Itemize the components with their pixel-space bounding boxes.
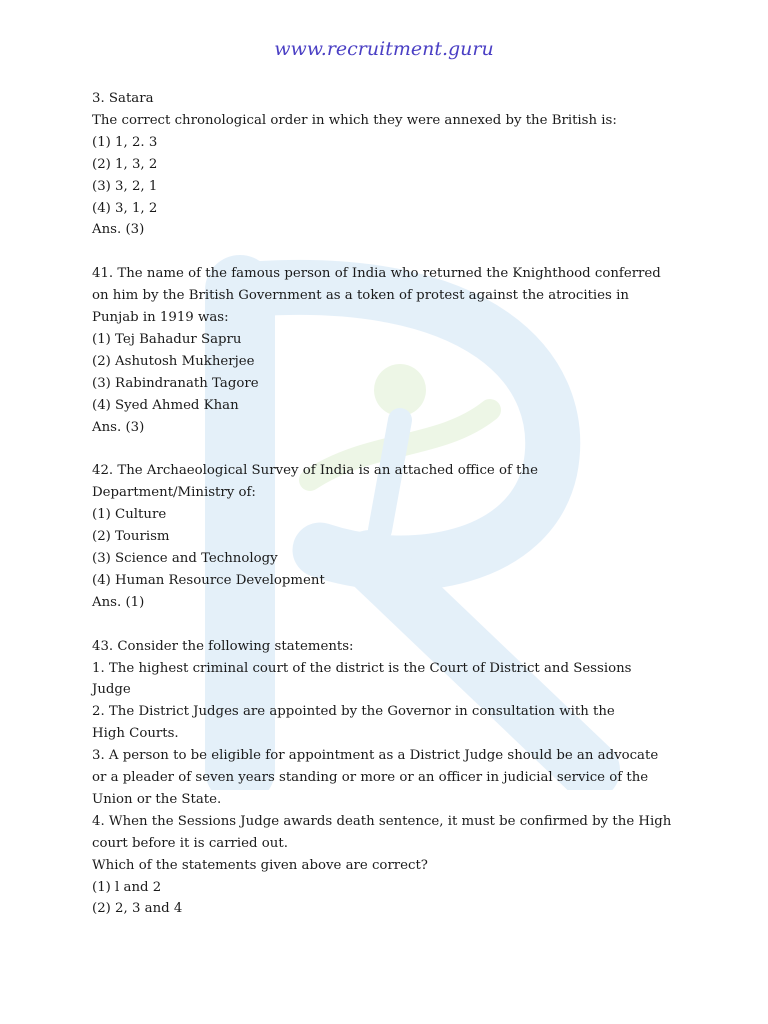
text-line: Judge	[92, 682, 131, 698]
text-line: Punjab in 1919 was:	[92, 310, 229, 326]
question-block	[92, 636, 692, 921]
text-line: on him by the British Government as a token of protest against the atrocities in	[92, 288, 629, 304]
text-line: (1) 1, 2. 3	[92, 134, 158, 150]
text-line: High Courts.	[92, 726, 179, 742]
question-block	[92, 263, 692, 438]
text-line: (3) Science and Technology	[92, 551, 278, 566]
text-line: (1) Culture	[92, 507, 167, 523]
text-line: (4) Human Resource Development	[92, 572, 325, 588]
text-line: 1. The highest criminal court of the district is the Court of District and Sessions	[92, 660, 632, 676]
paragraph-spacer	[92, 241, 692, 263]
site-link[interactable]: www.recruitment.guru	[274, 38, 494, 60]
text-line: 42. The Archaeological Survey of India is an attached office of the	[92, 463, 538, 479]
text-line: (3) 3, 2, 1	[92, 178, 158, 194]
text-line: (2) Ashutosh Mukherjee	[92, 353, 255, 369]
text-line: (2) 1, 3, 2	[92, 156, 158, 172]
text-line: Department/Ministry of:	[92, 485, 256, 501]
paragraph-spacer	[92, 614, 692, 636]
text-line: 43. Consider the following statements:	[92, 638, 354, 654]
question-block	[92, 88, 692, 241]
question-block	[92, 460, 692, 613]
text-line: 3. A person to be eligible for appointment as a District Judge should be an advocate	[92, 748, 659, 764]
text-line: (3) Rabindranath Tagore	[92, 375, 259, 391]
text-line: Union or the State.	[92, 791, 222, 807]
text-line: court before it is carried out.	[92, 835, 288, 851]
text-line: or a pleader of seven years standing or more or an officer in judicial service of the	[92, 770, 649, 786]
paragraph-spacer	[92, 438, 692, 460]
document-body	[92, 88, 692, 920]
text-line: 3. Satara	[92, 91, 154, 106]
text-line: Which of the statements given above are correct?	[92, 857, 428, 873]
text-line: (2) Tourism	[92, 529, 170, 545]
text-line: Ans. (1)	[92, 594, 145, 610]
text-line: 2. The District Judges are appointed by the Governor in consultation with the	[92, 704, 615, 720]
text-line: 4. When the Sessions Judge awards death sentence, it must be confirmed by the High	[92, 813, 672, 829]
text-line: The correct chronological order in which they were annexed by the British is:	[92, 112, 617, 128]
text-line: (2) 2, 3 and 4	[92, 901, 183, 917]
text-line: (4) Syed Ahmed Khan	[92, 397, 239, 413]
text-line: (1) l and 2	[92, 879, 162, 895]
text-line: Ans. (3)	[92, 222, 145, 238]
text-line: Ans. (3)	[92, 419, 145, 435]
text-line: (4) 3, 1, 2	[92, 200, 158, 216]
text-line: (1) Tej Bahadur Sapru	[92, 331, 242, 347]
text-line: 41. The name of the famous person of India who returned the Knighthood conferred	[92, 266, 661, 282]
